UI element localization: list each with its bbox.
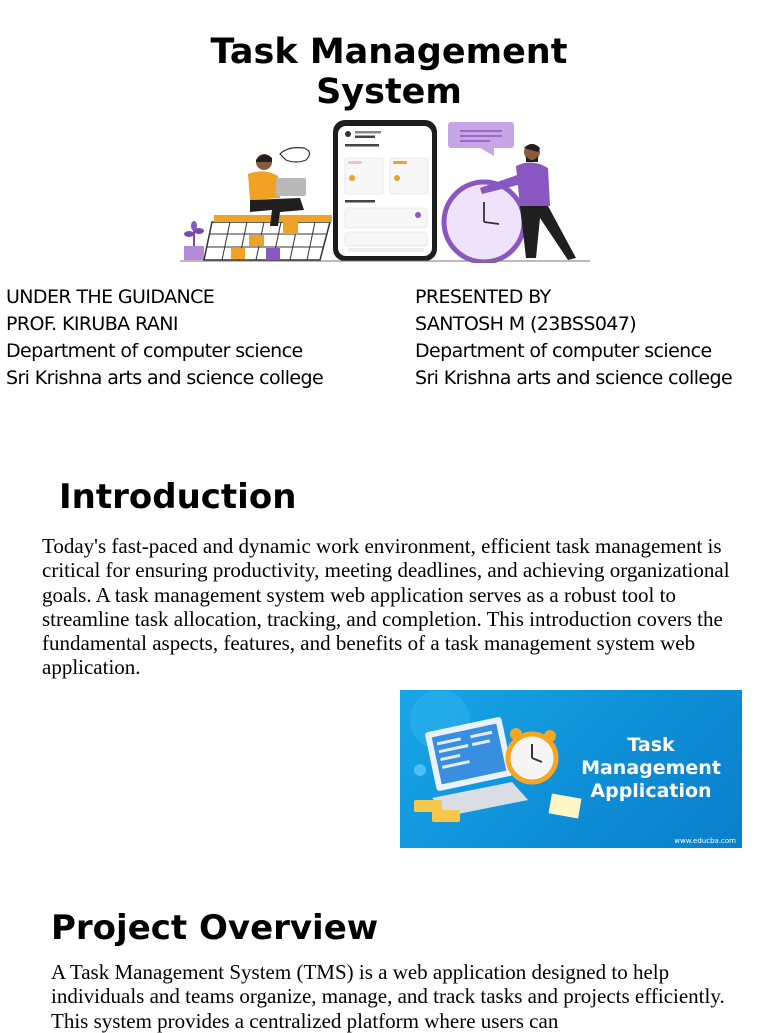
introduction-heading: Introduction xyxy=(59,477,297,517)
presenter-college: Sri Krishna arts and science college xyxy=(415,367,733,389)
banner-watermark: www.educba.com xyxy=(674,837,736,845)
presenter-name: SANTOSH M (23BSS047) xyxy=(415,313,637,335)
title-line-2: System xyxy=(316,72,462,112)
title-line-1: Task Management xyxy=(210,32,568,72)
guide-name: PROF. KIRUBA RANI xyxy=(6,313,178,335)
task-management-application-banner xyxy=(400,690,742,848)
document-title xyxy=(0,32,768,112)
presenter-block xyxy=(415,284,732,392)
guide-department: Department of computer science xyxy=(6,340,303,362)
calendar-icon xyxy=(204,215,332,260)
introduction-paragraph: Today's fast-paced and dynamic work environment, efficient task management is critical for ensuring productivity, meeting deadlines, and achieving organizational goals. A task management system web application serves as a robust tool to streamline task allocation, tracking, and completion. This introduction covers the fundamental aspects, features, and benefits of a task management system web application. xyxy=(42,534,730,680)
sitting-person-icon xyxy=(248,148,310,226)
project-overview-heading: Project Overview xyxy=(51,908,379,948)
task-management-illustration xyxy=(180,118,590,263)
speech-bubble-icon xyxy=(448,122,514,156)
presenter-department: Department of computer science xyxy=(415,340,712,362)
banner-title xyxy=(566,734,736,803)
guidance-block xyxy=(6,284,323,392)
guidance-heading: UNDER THE GUIDANCE xyxy=(6,286,215,308)
guide-college: Sri Krishna arts and science college xyxy=(6,367,324,389)
banner-line-3: Application xyxy=(590,780,712,802)
phone-mockup-icon xyxy=(333,120,437,261)
clock-icon xyxy=(444,182,524,262)
project-overview-paragraph: A Task Management System (TMS) is a web application designed to help individuals and teams organize, manage, and track tasks and projects efficiently. This system provides a centralized platform where users can xyxy=(51,960,725,1033)
plant-icon xyxy=(184,221,204,260)
presenter-heading: PRESENTED BY xyxy=(415,286,551,308)
banner-line-2: Management xyxy=(581,757,721,779)
banner-line-1: Task xyxy=(627,734,675,756)
